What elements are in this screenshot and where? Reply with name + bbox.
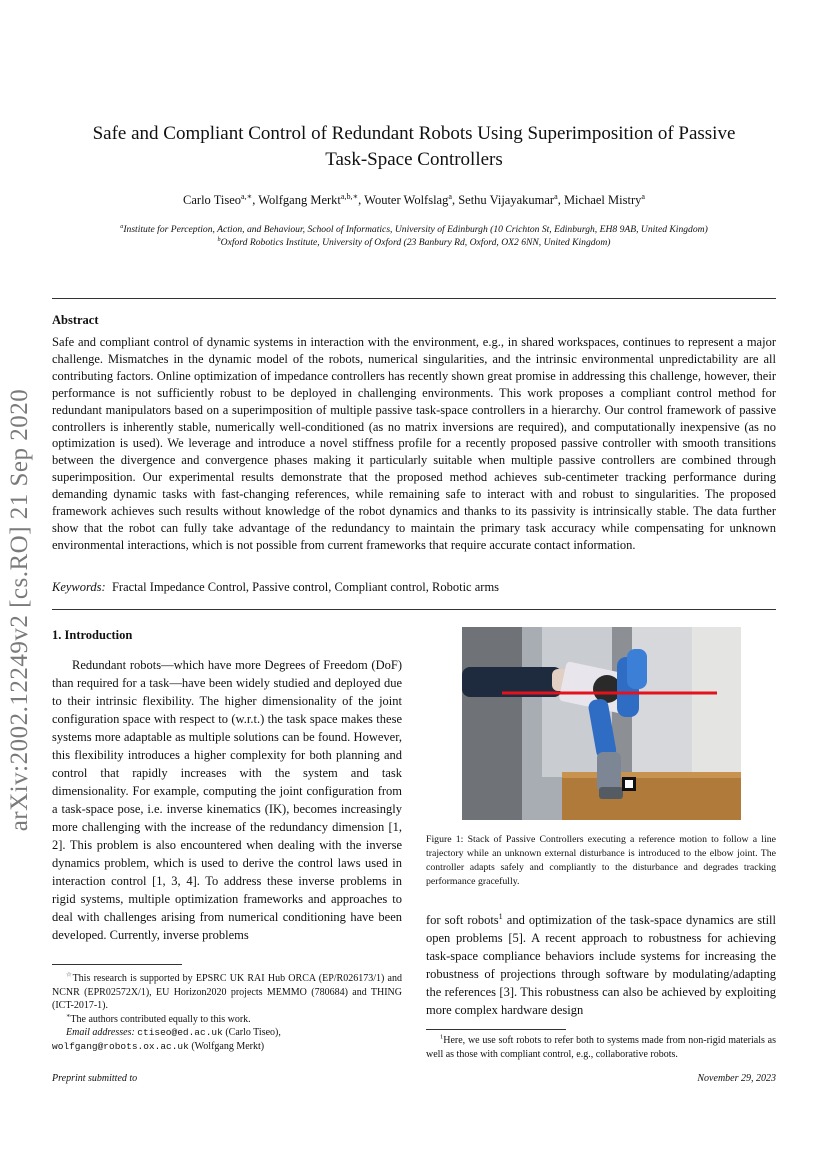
section-heading-introduction: 1. Introduction <box>52 628 133 642</box>
keywords-label: Keywords: <box>52 580 106 594</box>
email-2[interactable]: wolfgang@robots.ox.ac.uk <box>52 1040 189 1052</box>
title-line-2: Task-Space Controllers <box>325 149 503 170</box>
footnote-emails-2: wolfgang@robots.ox.ac.uk (Wolfgang Merkt) <box>52 1040 265 1052</box>
keywords <box>52 580 499 595</box>
footnote-equal-contribution: ∗The authors contributed equally to this work. <box>66 1012 251 1025</box>
abstract-heading: Abstract <box>52 313 99 327</box>
footnote-funding: ☆This research is supported by EPSRC UK RAI Hub ORCA (EP/R026173/1) and NCNR (EPR02572X/1), EU Horizon2020 projects MEMMO (780684) and THING (ICT-2017-1). <box>52 971 402 1011</box>
arxiv-stamp <box>0 370 40 850</box>
author-2: Wolfgang Merkt$^{a,b,∗}$ <box>258 191 359 207</box>
figure-caption: Figure 1: Stack of Passive Controllers executing a reference motion to follow a line trajectory while an unknown external disturbance is introduced to the elbow joint. The controller adapts safely and compliantly to the disturbance and degrades tracking performance gracefully. <box>426 834 776 887</box>
affiliation-b: $^b$Oxford Robotics Institute, University of Oxford (23 Banbury Rd, Oxford, OX2 6NN, United Kingdom) <box>217 235 611 248</box>
footer-date: November 29, 2023 <box>697 1073 776 1084</box>
figure-robot-photo <box>462 627 741 820</box>
abstract-divider <box>52 609 776 610</box>
footer-preprint: Preprint submitted to <box>52 1073 138 1084</box>
keywords-list: Fractal Impedance Control, Passive control, Compliant control, Robotic arms <box>111 580 500 594</box>
footnotes-left <box>52 972 402 1053</box>
affiliation-a: $^a$Institute for Perception, Action, and Behaviour, School of Informatics, University of Edinburgh (10 Crichton St, Edinburgh, EH8 9AB, United Kingdom) <box>120 222 708 235</box>
footnote-divider-left <box>52 964 182 965</box>
right-column-paragraph: for soft robots$^1$ and optimization of the task-space dynamics are still open problems [5]. A recent approach to robustness for achieving task-space compliance behaviors include systems for increasing the robustness of projections through software by modulating/adapting the references [3]. This robustness can also be achieved by exploiting more complex hardware design <box>426 911 776 1017</box>
footnote-emails: Email addresses: ctiseo@ed.ac.uk (Carlo Tiseo), <box>66 1027 281 1038</box>
footnote-divider-right <box>426 1029 566 1030</box>
author-3: Wouter Wolfslag$^a$ <box>364 191 452 207</box>
title-line-1: Safe and Compliant Control of Redundant Robots Using Superimposition of Passive <box>92 123 736 144</box>
affiliations <box>60 223 768 249</box>
abstract-body: Safe and compliant control of dynamic systems in interaction with the environment, e.g., in shared workspaces, continues to represent a major challenge. Mismatches in the dynamic model of the robots, numerical singularities, and the intrinsic environmental unpredictability are all contributing factors. Online optimization of impedance controllers has recently shown great promise in addressing this challenge, however, their performance is not sufficiently robust to be deployed in challenging environments. This work proposes a compliant control method for redundant manipulators based on a superimposition of multiple passive task-space controllers in a hierarchy. Our control framework of passive controllers is inherently stable, numerically well-conditioned (as no matrix inversions are required), and computationally inexpensive (as no optimization is used). We leverage and introduce a novel stiffness profile for a recently proposed passive controller with smooth transitions between the divergence and convergence phases making it particularly suitable when multiple passive controllers are combined through superimposition. Our experimental results demonstrate that the proposed method achieves sub-centimeter tracking performance during demanding dynamic tasks with fast-changing references, while remaining safe to interact with and robust to singularities. The proposed framework achieves such results without knowledge of the robot dynamics and thanks to its passivity is intrinsically stable. The data further show that the robot can fully take advantage of the redundancy to maintain the primary task accuracy while compensating for unknown environmental interactions, which is not possible from current frameworks that require accurate contact information. <box>52 335 776 552</box>
author-1: Carlo Tiseo$^{a,∗}$ <box>183 191 253 207</box>
intro-paragraph: Redundant robots—which have more Degrees of Freedom (DoF) than required for a task—have been widely studied and deployed due to their intrinsic flexibility. The higher dimensionality of the joint configuration space with respect to (w.r.t.) the task space makes these systems more adaptable as multiple solutions can be found. However, this flexibility introduces a higher complexity for both planning and control that rapidly increases with the system and task dimensionality. For example, computing the joint configuration from a task-space pose, i.e. inverse kinematics (IK), becomes increasingly more challenging with the increase of the redundancy dimension [1, 2]. This problem is also encountered when dealing with the inverse dynamics problem, which is used to derive the control laws used in interaction control [1, 3, 4]. To address these inverse problems in rigid systems, multiple optimization frameworks and approaches to deal with challenges arising from numerical conditioning have been developed. Currently, inverse problems <box>52 658 402 942</box>
author-list: Carlo Tiseo$^{a,∗}$, Wolfgang Merkt$^{a,b,∗}$, Wouter Wolfslag$^a$, Sethu Vijayakumar$^a$, Michael Mistry$^a$ <box>183 191 645 207</box>
arxiv-id: arXiv:2002.12249v2 [cs.RO] 21 Sep 2020 <box>6 388 33 832</box>
footnote-1: $^1$Here, we use soft robots to refer both to systems made from non-rigid materials as well as those with compliant control, e.g., collaborative robots. <box>426 1033 776 1060</box>
email-1[interactable]: ctiseo@ed.ac.uk <box>137 1027 223 1038</box>
author-5: Michael Mistry$^a$ <box>563 191 645 207</box>
author-4: Sethu Vijayakumar$^a$ <box>458 191 558 207</box>
robot-photo-illustration <box>462 627 741 820</box>
paper-title <box>60 121 768 173</box>
top-divider <box>52 298 776 299</box>
